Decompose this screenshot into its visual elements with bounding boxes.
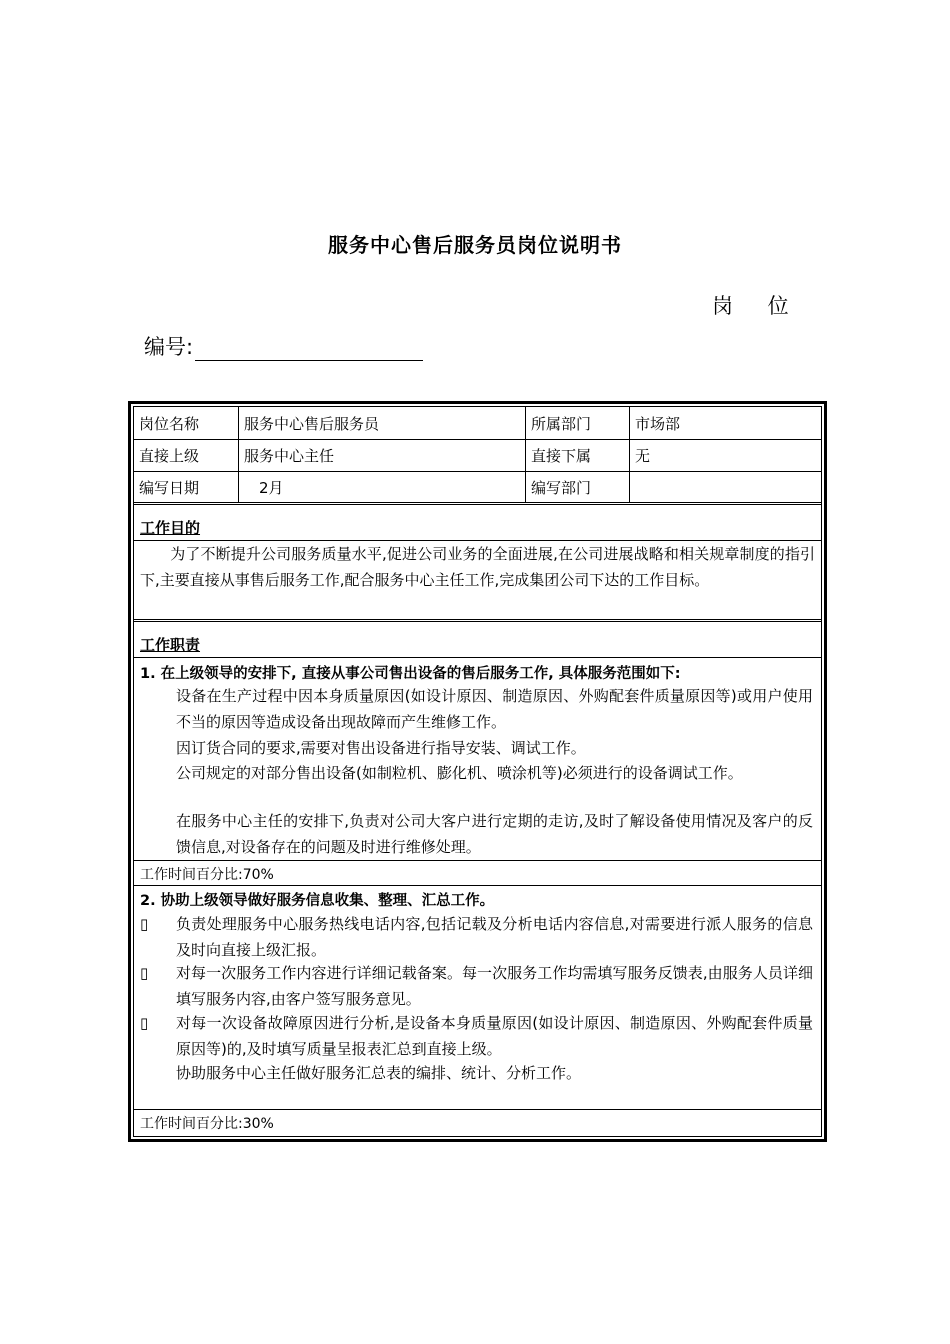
table-row	[134, 472, 821, 505]
purpose-heading: 工作目的	[140, 519, 201, 537]
work-time-percent: 工作时间百分比:30%	[140, 1116, 274, 1132]
label-cell: 编写部门	[525, 472, 629, 502]
job-description-table	[128, 401, 827, 1142]
duty-bullet: 对每一次设备故障原因进行分析,是设备本身质量原因(如设计原因、制造原因、外购配套件质量原因等)的,及时填写质量呈报表汇总到直接上级。	[176, 1014, 813, 1058]
duty-bullet: 对每一次服务工作内容进行详细记载备案。每一次服务工作均需填写服务反馈表,由服务人员详细填写服务内容,由客户签写服务意见。	[176, 964, 813, 1008]
table-row	[134, 407, 821, 440]
divider	[134, 1109, 821, 1110]
value-cell	[629, 472, 821, 502]
code-blank-line[interactable]	[195, 338, 423, 361]
label-cell: 岗位名称	[139, 414, 200, 433]
label-cell: 直接下属	[525, 440, 629, 471]
bullet-icon: ▯	[140, 964, 149, 982]
duties-heading: 工作职责	[140, 636, 201, 654]
duty-bullet: 协助服务中心主任做好服务汇总表的编排、统计、分析工作。	[176, 1064, 582, 1082]
label-cell: 所属部门	[525, 407, 629, 439]
duty-item-2-title: 2. 协助上级领导做好服务信息收集、整理、汇总工作。	[140, 893, 495, 909]
divider	[134, 657, 821, 658]
value-cell: 市场部	[629, 407, 821, 439]
code-row	[144, 331, 423, 361]
purpose-text: 为了不断提升公司服务质量水平,促进公司业务的全面进展,在公司进展战略和相关规章制度的指引下,主要直接从事售后服务工作,配合服务中心主任工作,完成集团公司下达的工作目标。	[140, 545, 815, 589]
label-cell: 编写日期	[139, 478, 200, 497]
duty-bullet: 公司规定的对部分售出设备(如制粒机、膨化机、喷涂机等)必须进行的设备调试工作。	[176, 764, 743, 782]
value-cell: 无	[629, 440, 821, 471]
duty-bullet: 设备在生产过程中因本身质量原因(如设计原因、制造原因、外购配套件质量原因等)或用户使用不当的原因等造成设备出现故障而产生维修工作。	[176, 687, 813, 731]
label-cell: 直接上级	[139, 447, 200, 465]
table-inner	[133, 406, 822, 1137]
table-row	[134, 440, 821, 472]
post-label: 岗 位	[712, 294, 803, 318]
work-time-percent: 工作时间百分比:70%	[140, 867, 274, 883]
duty-bullet: 负责处理服务中心服务热线电话内容,包括记载及分析电话内容信息,对需要进行派人服务的信息及时向直接上级汇报。	[176, 915, 813, 959]
duty-bullet: 因订货合同的要求,需要对售出设备进行指导安装、调试工作。	[176, 739, 586, 757]
bullet-icon: ▯	[140, 1014, 149, 1032]
duty-item-1-title: 1. 在上级领导的安排下, 直接从事公司售出设备的售后服务工作, 具体服务范围如下:	[140, 666, 681, 682]
value-cell: 2月	[238, 472, 525, 502]
bullet-icon: ▯	[140, 915, 149, 933]
code-label: 编号:	[144, 335, 194, 359]
value-cell: 服务中心售后服务员	[238, 407, 525, 439]
value-cell: 服务中心主任	[238, 440, 525, 471]
divider	[134, 860, 821, 861]
divider	[134, 619, 821, 622]
divider	[134, 885, 821, 886]
document-title: 服务中心售后服务员岗位说明书	[328, 233, 622, 257]
duty-bullet: 在服务中心主任的安排下,负责对公司大客户进行定期的走访,及时了解设备使用情况及客户的反馈信息,对设备存在的问题及时进行维修处理。	[176, 812, 813, 856]
